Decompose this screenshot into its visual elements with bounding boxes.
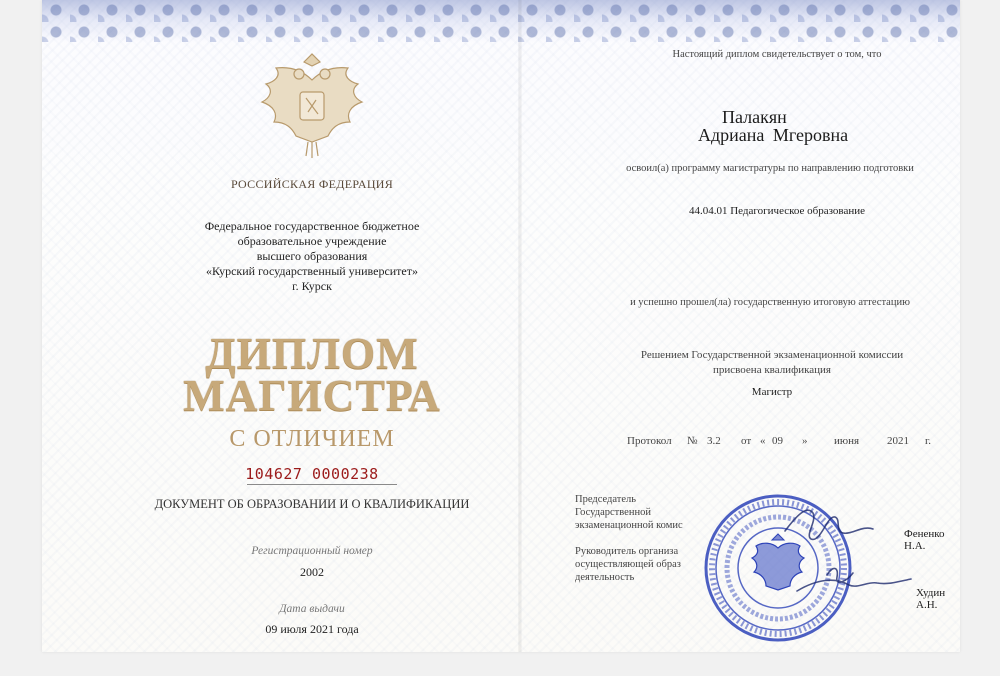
center-fold <box>518 0 522 652</box>
program-code: 44.04.01 Педагогическое образование <box>688 205 866 217</box>
head-label-line: деятельность <box>575 572 635 583</box>
protocol-day: 09 <box>772 435 783 447</box>
institution-name <box>162 219 462 294</box>
program-text: освоил(а) программу магистратуры по направлению подготовки <box>626 163 914 174</box>
graduate-first-middle-name: Адриана Мгеровна <box>698 125 849 145</box>
institution-city: г. Курск <box>292 279 332 293</box>
graduate-last-name: Палакян <box>722 107 787 127</box>
institution-line: Федеральное государственное бюджетное <box>204 219 420 233</box>
protocol-from: от <box>741 435 752 447</box>
title-line-diploma: ДИПЛОМ <box>205 329 419 378</box>
institution-line: высшего образования <box>256 249 368 263</box>
chair-label-line: Председатель <box>575 494 637 505</box>
issue-date-label: Дата выдачи <box>279 603 345 615</box>
country-label: РОССИЙСКАЯ ФЕДЕРАЦИЯ <box>230 177 394 191</box>
head-name: Худин А.Н. <box>916 587 946 611</box>
signature-scribble <box>777 495 917 605</box>
serial-number: 104627 0000238 <box>245 465 379 483</box>
russian-coat-of-arms-icon <box>252 52 372 162</box>
head-label-line: осуществляющей образ <box>575 559 681 570</box>
head-label-line: Руководитель организа <box>575 546 679 557</box>
document-type: ДОКУМЕНТ ОБ ОБРАЗОВАНИИ И О КВАЛИФИКАЦИИ <box>154 497 470 511</box>
protocol-year: 2021 <box>887 435 909 447</box>
diploma-title <box>162 329 462 420</box>
chair-label-line: экзаменационной комис <box>575 520 683 531</box>
issue-date: 09 июля 2021 года <box>265 622 359 636</box>
qualification: Магистр <box>751 386 793 398</box>
chair-name: Фененко Н.А. <box>904 528 945 552</box>
protocol-year-suffix: г. <box>925 435 932 447</box>
chair-label-line: Государственной <box>575 507 651 518</box>
serial-underline <box>247 484 397 485</box>
commission-line: Решением Государственной экзаменационной комиссии <box>640 349 904 361</box>
registration-label: Регистрационный номер <box>251 545 373 557</box>
institution-line: «Курский государственный университет» <box>205 264 418 278</box>
protocol-number-sign: № <box>687 435 698 447</box>
honors-label: С ОТЛИЧИЕМ <box>229 426 395 452</box>
commission-text <box>602 348 942 378</box>
protocol-month: июня <box>834 435 860 447</box>
title-line-master: МАГИСТРА <box>183 371 441 420</box>
protocol-quote-close: » <box>802 435 808 447</box>
institution-line: образовательное учреждение <box>237 234 387 248</box>
commission-line: присвоена квалификация <box>713 364 831 376</box>
diploma-spread <box>42 0 960 652</box>
protocol-number: 3.2 <box>707 435 721 447</box>
protocol-label: Протокол <box>627 435 672 447</box>
intro-text: Настоящий диплом свидетельствует о том, что <box>672 49 882 60</box>
protocol-quote-open: « <box>760 435 766 447</box>
registration-number: 2002 <box>300 565 324 579</box>
passed-text: и успешно прошел(ла) государственную итоговую аттестацию <box>630 297 910 308</box>
ornament-border <box>42 0 960 42</box>
